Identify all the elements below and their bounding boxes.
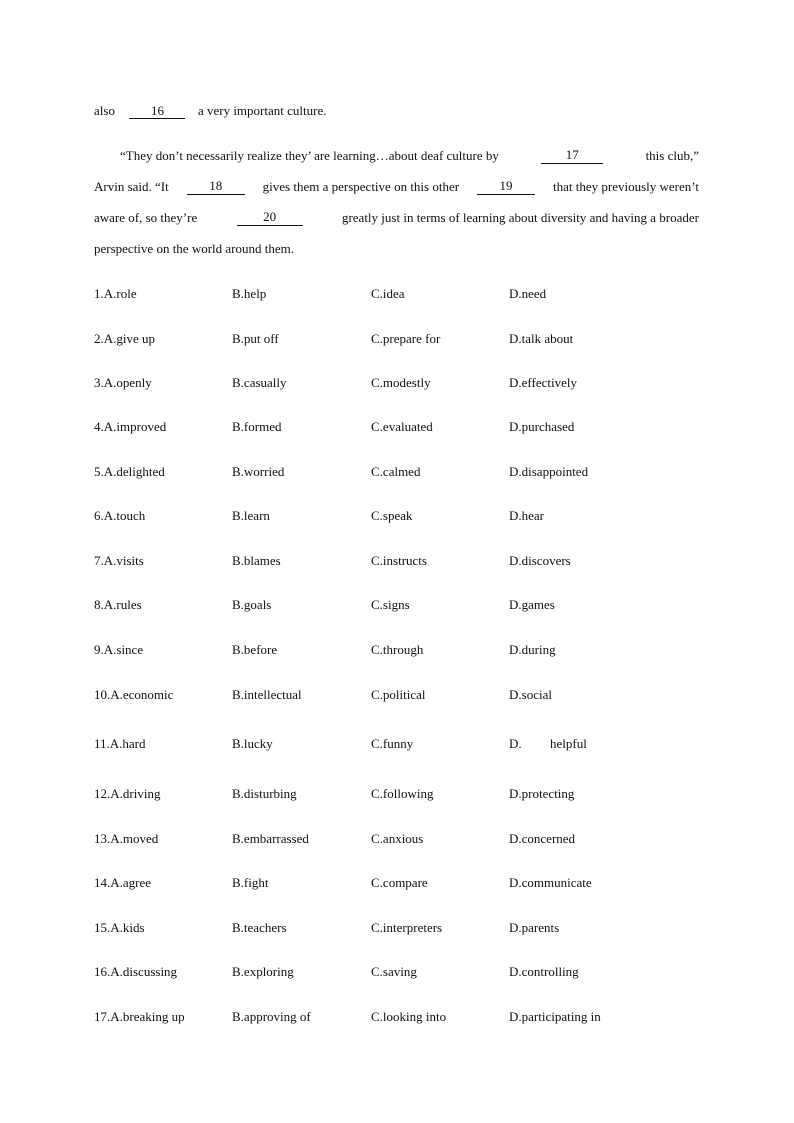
option-c[interactable]: C.idea xyxy=(371,286,405,301)
option-c[interactable]: C.signs xyxy=(371,597,410,612)
option-c[interactable]: C.speak xyxy=(371,508,413,523)
option-d[interactable]: D.games xyxy=(509,597,555,612)
option-b[interactable]: B.worried xyxy=(232,464,285,479)
passage-text: Arvin said. “It xyxy=(94,179,169,194)
option-b[interactable]: B.help xyxy=(232,286,267,301)
passage-line-5 xyxy=(94,241,294,257)
option-b[interactable]: B.before xyxy=(232,642,278,657)
option-d[interactable]: D.purchased xyxy=(509,419,575,434)
option-a[interactable]: 8.A.rules xyxy=(94,597,142,612)
option-c[interactable]: C.funny xyxy=(371,736,414,751)
option-b[interactable]: B.embarrassed xyxy=(232,831,309,846)
question-row xyxy=(94,874,714,892)
option-a[interactable]: 9.A.since xyxy=(94,642,144,657)
passage-text: greatly just in terms of learning about diversity and having a broader xyxy=(341,210,699,225)
option-d[interactable]: D.hear xyxy=(509,508,545,523)
question-row xyxy=(94,1008,714,1026)
question-row xyxy=(94,374,714,392)
option-d[interactable]: D.concerned xyxy=(509,831,576,846)
question-row xyxy=(94,418,714,436)
question-row xyxy=(94,507,714,525)
option-d[interactable]: D.during xyxy=(509,642,556,657)
option-c[interactable]: C.through xyxy=(371,642,424,657)
option-d[interactable]: D.need xyxy=(509,286,547,301)
option-b[interactable]: B.formed xyxy=(232,419,282,434)
option-a[interactable]: 15.A.kids xyxy=(94,920,145,935)
passage-line-3 xyxy=(94,179,699,195)
option-c[interactable]: C.calmed xyxy=(371,464,421,479)
option-a[interactable]: 12.A.driving xyxy=(94,786,161,801)
option-b[interactable]: B.put off xyxy=(232,331,279,346)
passage-line-1 xyxy=(94,103,326,119)
option-d[interactable]: D.discovers xyxy=(509,553,571,568)
question-row xyxy=(94,785,714,803)
option-a[interactable]: 10.A.economic xyxy=(94,687,174,702)
option-c[interactable]: C.evaluated xyxy=(371,419,433,434)
option-a[interactable]: 7.A.visits xyxy=(94,553,144,568)
option-c[interactable]: C.political xyxy=(371,687,426,702)
passage-text: gives them a perspective on this other xyxy=(262,179,460,194)
option-c[interactable]: C.interpreters xyxy=(371,920,443,935)
passage-line-4 xyxy=(94,210,699,226)
option-a[interactable]: 1.A.role xyxy=(94,286,137,301)
question-row xyxy=(94,463,714,481)
option-d[interactable]: D.participating in xyxy=(509,1009,601,1024)
option-d[interactable]: D.parents xyxy=(509,920,560,935)
question-row xyxy=(94,686,714,704)
question-row xyxy=(94,735,714,753)
option-c[interactable]: C.saving xyxy=(371,964,417,979)
option-b[interactable]: B.fight xyxy=(232,875,269,890)
option-a[interactable]: 2.A.give up xyxy=(94,331,156,346)
option-b[interactable]: B.lucky xyxy=(232,736,273,751)
option-a[interactable]: 13.A.moved xyxy=(94,831,159,846)
option-b[interactable]: B.blames xyxy=(232,553,281,568)
option-b[interactable]: B.intellectual xyxy=(232,687,302,702)
option-d[interactable]: D.protecting xyxy=(509,786,575,801)
option-c[interactable]: C.looking into xyxy=(371,1009,447,1024)
question-row xyxy=(94,641,714,659)
blank-19[interactable]: 19 xyxy=(477,179,535,195)
passage-text: also xyxy=(94,103,115,118)
option-b[interactable]: B.teachers xyxy=(232,920,287,935)
passage-text: aware of, so they’re xyxy=(94,210,198,225)
option-b[interactable]: B.goals xyxy=(232,597,272,612)
passage-text: a very important culture. xyxy=(197,103,327,118)
question-row xyxy=(94,552,714,570)
question-row xyxy=(94,963,714,981)
question-row xyxy=(94,830,714,848)
option-d-text[interactable]: helpful xyxy=(550,736,587,751)
option-a[interactable]: 11.A.hard xyxy=(94,736,146,751)
blank-18[interactable]: 18 xyxy=(187,179,245,195)
option-b[interactable]: B.exploring xyxy=(232,964,294,979)
passage-line-2 xyxy=(120,148,699,164)
option-c[interactable]: C.prepare for xyxy=(371,331,441,346)
option-b[interactable]: B.casually xyxy=(232,375,287,390)
option-c[interactable]: C.anxious xyxy=(371,831,424,846)
option-d[interactable]: D.social xyxy=(509,687,552,702)
passage-text: “They don’t necessarily realize they’ are learning…about deaf culture by xyxy=(120,148,499,163)
option-d[interactable]: D.talk about xyxy=(509,331,574,346)
passage-text: that they previously weren’t xyxy=(553,179,699,194)
option-b[interactable]: B.disturbing xyxy=(232,786,297,801)
option-d[interactable]: D.communicate xyxy=(509,875,592,890)
blank-16[interactable]: 16 xyxy=(129,104,185,119)
option-d[interactable]: D. xyxy=(509,736,522,751)
option-a[interactable]: 6.A.touch xyxy=(94,508,146,523)
option-a[interactable]: 5.A.delighted xyxy=(94,464,165,479)
option-d[interactable]: D.controlling xyxy=(509,964,579,979)
option-d[interactable]: D.disappointed xyxy=(509,464,589,479)
option-a[interactable]: 17.A.breaking up xyxy=(94,1009,185,1024)
option-b[interactable]: B.learn xyxy=(232,508,270,523)
option-c[interactable]: C.compare xyxy=(371,875,428,890)
option-a[interactable]: 16.A.discussing xyxy=(94,964,178,979)
blank-20[interactable]: 20 xyxy=(237,210,303,226)
option-a[interactable]: 3.A.openly xyxy=(94,375,152,390)
option-c[interactable]: C.following xyxy=(371,786,434,801)
question-row xyxy=(94,596,714,614)
blank-17[interactable]: 17 xyxy=(541,148,603,164)
option-c[interactable]: C.modestly xyxy=(371,375,431,390)
option-b[interactable]: B.approving of xyxy=(232,1009,311,1024)
question-row xyxy=(94,919,714,937)
option-a[interactable]: 4.A.improved xyxy=(94,419,167,434)
passage-text: perspective on the world around them. xyxy=(94,241,294,256)
option-a[interactable]: 14.A.agree xyxy=(94,875,152,890)
option-d[interactable]: D.effectively xyxy=(509,375,577,390)
question-row xyxy=(94,330,714,348)
passage-text: this club,” xyxy=(645,148,699,163)
question-row xyxy=(94,285,714,303)
option-c[interactable]: C.instructs xyxy=(371,553,427,568)
